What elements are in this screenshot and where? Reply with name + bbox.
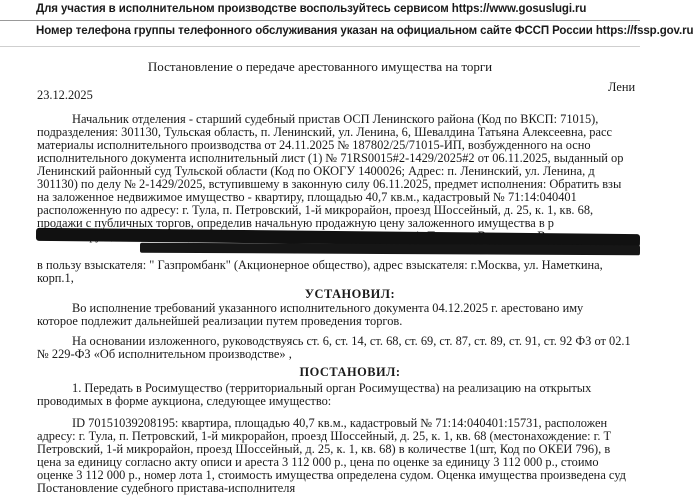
resolved-line: проводимых в форме аукциона, следующее имущество: (37, 394, 332, 408)
document-place: Лени (608, 80, 636, 94)
body-line: продажи с публичных торгов, определив начальную продажную цену заложенного имущества в р (37, 216, 554, 230)
heading-resolved: ПОСТАНОВИЛ: (299, 365, 401, 379)
basis-line: № 229-ФЗ «Об исполнительном производстве» , (37, 347, 292, 361)
document-title: Постановление о передаче арестованного имущества на торги (147, 59, 493, 74)
body-line: материалы исполнительного производства от 24.11.2025 № 187802/25/71015-ИП, возбужденного на осно (37, 138, 591, 152)
basis-line: На основании изложенного, руководствуясь ст. 6, ст. 14, ст. 68, ст. 69, ст. 87, ст. 89, ст. 91, ст. 92 ФЗ от 02.1 (72, 334, 631, 348)
claimant-line: в пользу взыскателя: " Газпромбанк" (Акционерное общество), адрес взыскателя: г.Москва, ул. Наметкина, (37, 258, 603, 272)
item-line: адресу: г. Тула, п. Петровский, 1-й микрорайон, проезд Шоссейный, д. 25, к. 1, кв. 68 (местонахождение: г. Т (37, 429, 612, 443)
item-line: цена за единицу согласно акту описи и ареста 3 112 000 р., цена по оценке за единицу 3 112 000 р., стоимо (37, 455, 599, 469)
header-bottom-divider (0, 46, 640, 47)
item-line: Постановление судебного пристава-исполнителя (37, 481, 296, 495)
item-line: ID 70151039208195: квартира, площадью 40,7 кв.м., кадастровый № 71:14:040401:15731, расположен (72, 416, 608, 430)
body-line: исполнительного документа исполнительный лист (1) № 71RS0015#2-1429/2025#2 от 06.11.2025, выданный ор (37, 151, 624, 165)
body-line: Начальник отделения - старший судебный пристав ОСП Ленинского района (Код по ВКСП: 71015), (72, 112, 599, 126)
item-line: Петровский, 1-й микрорайон, проезд Шоссейный, д. 25, к. 1, кв. 68) в количестве 1(шт, Код по ОКЕИ 796), в (37, 442, 611, 456)
resolved-line: 1. Передать в Росимущество (территориальный орган Росимущества) на реализацию на открытых (72, 381, 592, 395)
body-line: 301130) по делу № 2-1429/2025, вступившему в законную силу 06.11.2025, предмет исполнения: Обратить взы (37, 177, 622, 191)
gosuslugi-notice: Для участия в исполнительном производстве воспользуйтесь сервисом https://www.gosuslugi.ru (36, 3, 587, 15)
heading-established: УСТАНОВИЛ: (304, 287, 396, 301)
service-header (0, 0, 694, 46)
body-line: расположенную по адресу: г. Тула, п. Петровский, 1-й микрорайон, проезд Шоссейный, д. 25, к. 1, кв. 68, (37, 203, 594, 217)
body-line: Ленинский районный суд Тульской области (Код по ОКОГУ 1400026; Адрес: п. Ленинский, ул. Ленина, д (37, 164, 595, 178)
body-line: на заложенное недвижимое имущество - квартиру, площадью 40,7 кв.м., кадастровый № 71:14:040401 (37, 190, 577, 204)
header-divider (0, 20, 640, 21)
claimant-line: корп.1, (37, 271, 74, 285)
body-line: подразделения: 301130, Тульская область, п. Ленинский, ул. Ленина, 6, Шевалдина Татьяна Алексеевна, расс (37, 125, 613, 139)
fssp-phone-notice: Номер телефона группы телефонного обслуживания указан на официальном сайте ФССП России https://fssp.gov.ru (36, 25, 694, 37)
document-date: 23.12.2025 (37, 88, 93, 102)
established-line: Во исполнение требований указанного исполнительного документа 04.12.2025 г. арестовано иму (72, 301, 584, 315)
redaction-bar (140, 243, 640, 256)
established-line: которое подлежит дальнейшей реализации путем проведения торгов. (37, 314, 403, 328)
item-line: оценке 3 112 000 р., номер лота 1, стоимость имущества определена судом. Оценка имущества произведена суд (37, 468, 626, 482)
